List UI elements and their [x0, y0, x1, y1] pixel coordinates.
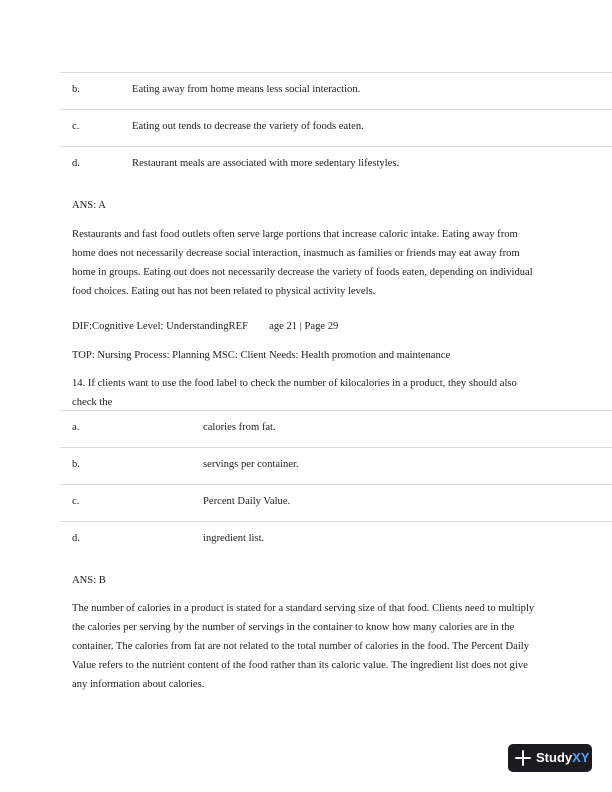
option-letter: b. [72, 459, 80, 470]
rationale-paragraph: Restaurants and fast food outlets often serve large portions that increase caloric intake. Eating away from home does not necessarily decrease social interaction, inasmuch as families or friends may eat away from home in groups. Eating out does not necessarily decrease the variety of foods eaten, depending on individual food choices. Eating out has not been related to physical activity levels. [72, 229, 533, 297]
option-letter: b. [72, 84, 80, 95]
option-letter: c. [72, 496, 80, 507]
option-row [60, 447, 612, 484]
option-letter: d. [72, 533, 80, 544]
rationale-paragraph: The number of calories in a product is stated for a standard serving size of that food. Clients need to multiply the calories per serving by the number of servings in the container to know how many calories are in the container. The calories from fat are not related to the total number of calories in the food. The Percent Daily Value refers to the nutrient content of the food rather than its caloric value. The ingredient list does not give any information about calories. [72, 603, 535, 690]
answer-label: ANS: A [72, 200, 106, 211]
option-text: Eating away from home means less social interaction. [132, 84, 361, 95]
option-text: Percent Daily Value. [203, 496, 291, 507]
option-row [60, 484, 612, 521]
option-letter: a. [72, 422, 80, 433]
option-text: servings per container. [203, 459, 299, 470]
question-stem: 14. If clients want to use the food label to check the number of kilocalories in a product, they should also check the [72, 378, 517, 408]
plus-icon [515, 750, 531, 766]
option-row [60, 109, 612, 146]
studyxy-logo-badge[interactable] [508, 744, 592, 772]
option-letter: d. [72, 158, 80, 169]
answer-label: ANS: B [72, 575, 106, 586]
option-text: calories from fat. [203, 422, 276, 433]
option-row [60, 72, 612, 109]
option-letter: c. [72, 121, 80, 132]
dif-line: DIF:Cognitive Level: UnderstandingREF age 21 | Page 29 [72, 321, 339, 332]
option-row [60, 410, 612, 447]
option-row [60, 146, 612, 183]
option-text: ingredient list. [203, 533, 265, 544]
option-text: Eating out tends to decrease the variety of foods eaten. [132, 121, 364, 132]
option-row [60, 521, 612, 558]
topic-line: TOP: Nursing Process: Planning MSC: Client Needs: Health promotion and maintenance [72, 350, 451, 361]
brand-name: StudyXY [536, 750, 590, 765]
option-text: Restaurant meals are associated with more sedentary lifestyles. [132, 158, 400, 169]
